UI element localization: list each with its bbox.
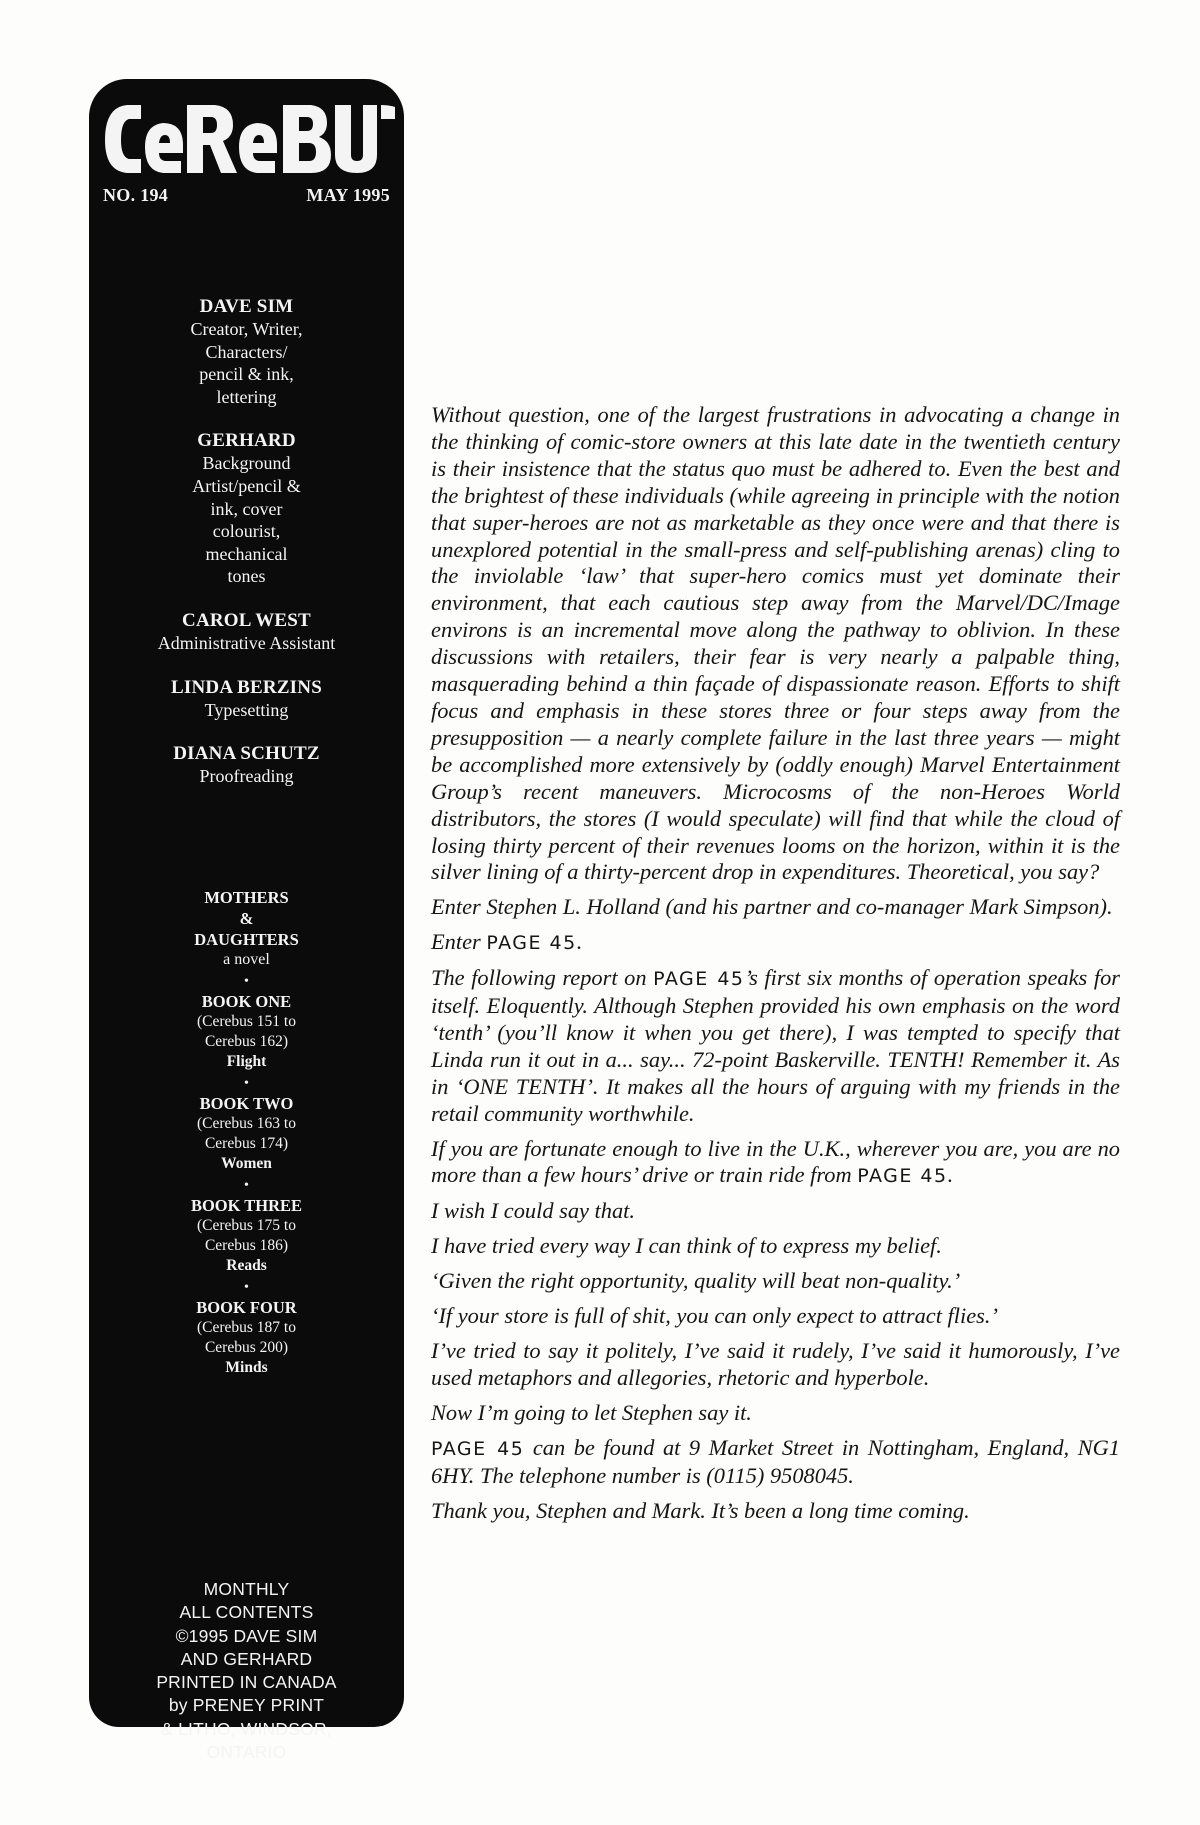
credit-gerhard bbox=[89, 430, 404, 588]
credit-role: Typesetting bbox=[204, 699, 289, 720]
credit-dave-sim bbox=[89, 296, 404, 408]
text-run: The following report on bbox=[431, 965, 654, 991]
printer-notice: PRINTED IN CANADA by PRENEY PRINT & LITHO, WINDSOR, ONTARIO bbox=[156, 1672, 337, 1763]
text-run: . bbox=[576, 929, 583, 955]
issue-date: MAY 1995 bbox=[306, 185, 390, 205]
article-paragraph: Enter Stephen L. Holland (and his partner and co-manager Mark Simpson). bbox=[431, 894, 1113, 920]
issue-number: NO. 194 bbox=[103, 185, 169, 205]
article-paragraph bbox=[431, 1136, 1120, 1191]
article-paragraph bbox=[431, 929, 1120, 957]
cerebus-logo bbox=[89, 85, 404, 195]
text-run: ’s first six months of operation speaks for itself. Eloquently. Although Stephen provided his own emphasis on the word ‘tenth’ (you’ll know it when you get there), I was tempted to specify that Linda run it out in a... say... 72-point Baskerville. TENTH! Remember it. As in ‘ONE TENTH’. It makes all the hours of arguing with my friends in the retail community worthwhile. bbox=[431, 965, 1120, 1126]
credit-linda-berzins bbox=[89, 677, 404, 722]
staff-credits bbox=[89, 296, 404, 810]
book-name: Flight bbox=[226, 1053, 267, 1070]
credit-name: DIANA SCHUTZ bbox=[173, 743, 320, 765]
novel-title-daughters: DAUGHTERS bbox=[194, 930, 299, 949]
article-paragraph: Without question, one of the largest frustrations in advocating a change in the thinking of comic-store owners at this late date in the twentieth century is their insistence that the status quo must be adhered to. Even the best and the brightest of these individuals (while agreeing in principle with the notion that super-heroes are not as marketable as they once were and that there is unexplored potential in the small-press and self-publishing arenas) cling to the inviolable ‘law’ that super-hero comics must yet dominate their environment, that each cautious step away from the Marvel/DC/Image environs is an incremental move along the pathway to oblivion. In these discussions with retailers, their fear is very nearly a palpable thing, masquerading behind a thin façade of dispassionate reason. Efforts to shift focus and emphasis in these stores three or four steps away from the presupposition — a nearly complete failure in the last three years — might be accomplished more extensively by (oddly enough) Marvel Entertainment Group’s recent maneuvers. Microcosms of the non-Heroes World distributors, the stores (I would speculate) will find that while the cloud of losing thirty percent of their revenues looms on the horizon, within it is the silver lining of a thirty-percent drop in expenditures. Theoretical, you say? bbox=[431, 402, 1120, 885]
bullet-separator: • bbox=[244, 974, 249, 989]
credits-sidebar bbox=[89, 79, 404, 1763]
article-paragraph: ‘If your store is full of shit, you can only expect to attract flies.’ bbox=[431, 1303, 998, 1329]
text-run: . bbox=[947, 1162, 954, 1188]
credit-name: LINDA BERZINS bbox=[171, 676, 322, 698]
book-title: BOOK FOUR bbox=[196, 1298, 297, 1317]
book-name: Reads bbox=[226, 1257, 267, 1274]
book-two bbox=[89, 1094, 404, 1174]
publication-frequency: MONTHLY bbox=[203, 1579, 290, 1599]
book-title: BOOK ONE bbox=[201, 992, 292, 1011]
text-run: can be found at 9 Market Street in Nottingham, England, NG1 6HY. The telephone number is (0115) 9508045. bbox=[431, 1434, 1120, 1488]
book-title: BOOK THREE bbox=[190, 1196, 303, 1215]
bullet-separator: • bbox=[244, 1280, 249, 1295]
article-paragraph: ‘Given the right opportunity, quality will beat non-quality.’ bbox=[431, 1268, 961, 1294]
article-paragraph bbox=[431, 1435, 1120, 1490]
book-four bbox=[89, 1298, 404, 1378]
article-paragraph: Now I’m going to let Stephen say it. bbox=[431, 1399, 752, 1425]
novel-listing bbox=[89, 887, 404, 1378]
editorial-article bbox=[431, 402, 1120, 1532]
article-paragraph: I wish I could say that. bbox=[431, 1198, 635, 1224]
novel-title-ampersand: & bbox=[239, 909, 254, 928]
text-run: Enter bbox=[431, 929, 487, 955]
issue-line bbox=[103, 185, 390, 206]
novel-subtitle: a novel bbox=[223, 951, 270, 968]
credit-role: Proofreading bbox=[199, 766, 294, 787]
store-name: PAGE 45 bbox=[653, 968, 745, 991]
cerebus-logo-art bbox=[97, 85, 397, 185]
credit-diana-schutz bbox=[89, 743, 404, 788]
article-paragraph: I have tried every way I can think of to express my belief. bbox=[431, 1233, 942, 1259]
bullet-separator: • bbox=[244, 1178, 249, 1193]
credit-name: CAROL WEST bbox=[182, 609, 311, 631]
book-three bbox=[89, 1196, 404, 1276]
credit-carol-west bbox=[89, 610, 404, 655]
store-name: PAGE 45 bbox=[857, 1165, 948, 1188]
credit-role: Creator, Writer, Characters/ pencil & ink, lettering bbox=[190, 319, 303, 407]
book-range: (Cerebus 151 to Cerebus 162) bbox=[196, 1013, 296, 1050]
colophon bbox=[89, 1578, 404, 1764]
store-name: PAGE 45 bbox=[431, 1437, 525, 1460]
bullet-separator: • bbox=[244, 1076, 249, 1091]
article-paragraph: I’ve tried to say it politely, I’ve said it rudely, I’ve said it humorously, I’ve used metaphors and allegories, rhetoric and hyperbole. bbox=[431, 1338, 1120, 1390]
credit-name: GERHARD bbox=[197, 430, 296, 452]
book-one bbox=[89, 992, 404, 1072]
article-paragraph bbox=[431, 965, 1120, 1127]
book-name: Women bbox=[221, 1155, 272, 1172]
book-range: (Cerebus 163 to Cerebus 174) bbox=[196, 1115, 296, 1152]
text-run: If you are fortunate enough to live in the U.K., wherever you are, you are no more than a few hours’ drive or train ride from bbox=[431, 1135, 1120, 1188]
credit-role: Administrative Assistant bbox=[157, 632, 336, 653]
copyright-notice: ALL CONTENTS ©1995 DAVE SIM AND GERHARD bbox=[175, 1602, 318, 1669]
book-title: BOOK TWO bbox=[199, 1094, 294, 1113]
credit-role: Background Artist/pencil & ink, cover colourist, mechanical tones bbox=[192, 453, 301, 587]
book-range: (Cerebus 187 to Cerebus 200) bbox=[196, 1319, 296, 1356]
credit-name: DAVE SIM bbox=[199, 296, 294, 317]
novel-title-mothers: MOTHERS bbox=[204, 888, 289, 907]
article-paragraph: Thank you, Stephen and Mark. It’s been a long time coming. bbox=[431, 1497, 970, 1523]
store-name: PAGE 45 bbox=[486, 932, 577, 955]
book-name: Minds bbox=[225, 1359, 268, 1376]
book-range: (Cerebus 175 to Cerebus 186) bbox=[196, 1217, 296, 1254]
